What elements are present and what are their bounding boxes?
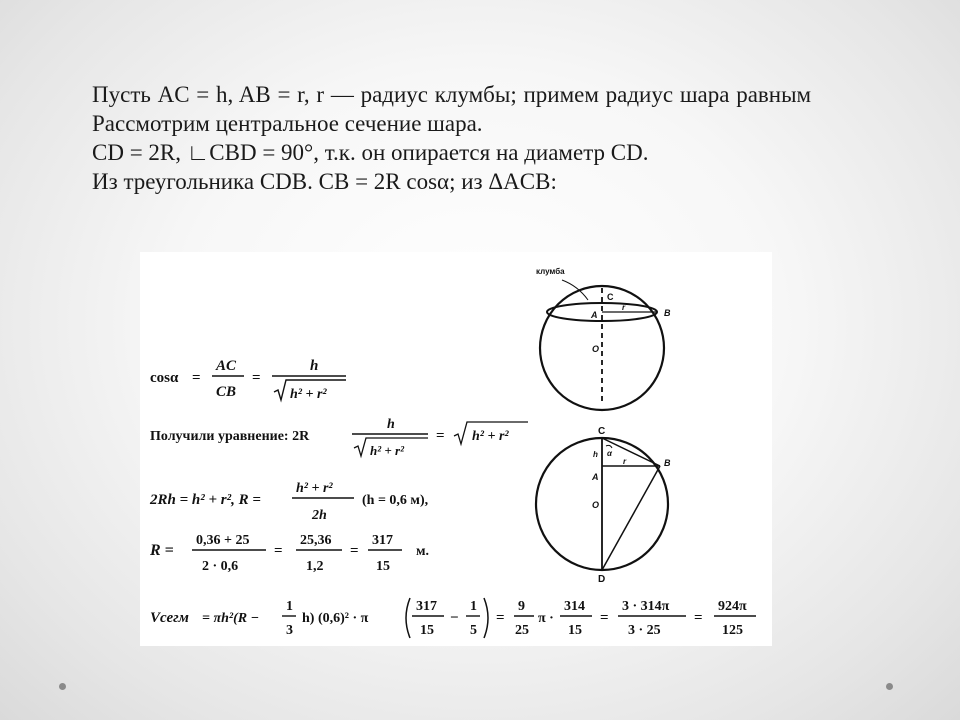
top-point-b: B: [664, 308, 671, 318]
sec-point-c: C: [598, 426, 606, 437]
r-f3-den: 15: [376, 559, 390, 574]
equals-6: =: [496, 610, 505, 626]
text-line-4: Из треугольника CDB. CB = 2R cosα; из ΔACB:: [92, 169, 557, 194]
sqrt-content-1: h² + r²: [290, 387, 327, 402]
frac-cb: CB: [216, 384, 237, 400]
nav-dot-right: [886, 683, 893, 690]
v-expr2: h) (0,6)² · π: [302, 611, 369, 626]
v-expr1: = πh²(R −: [202, 611, 260, 626]
equals-1: =: [192, 370, 201, 386]
sec-point-b: B: [664, 458, 671, 468]
eq2-cond: (h = 0,6 м),: [362, 493, 429, 508]
v-num3: 3 · 314π: [622, 599, 670, 614]
sec-point-o: O: [592, 500, 600, 510]
frac-h: h: [310, 358, 319, 374]
v-9: 9: [518, 599, 525, 614]
v-label: Vсегм: [150, 610, 189, 626]
r-f1-den: 2 · 0,6: [202, 559, 239, 574]
cos-label: cosα: [150, 370, 179, 386]
v-5: 5: [470, 623, 477, 638]
v-25a: 25: [515, 623, 529, 638]
sec-label-alpha: α: [607, 449, 612, 458]
got-equation: Получили уравнение: 2R: [150, 429, 310, 444]
nav-dot-left: [59, 683, 66, 690]
top-point-c: C: [607, 292, 614, 302]
r-label: R =: [150, 542, 174, 559]
eq2-num: h² + r²: [296, 481, 333, 496]
sec-label-h: h: [593, 450, 598, 459]
top-point-a: A: [591, 310, 598, 320]
chord-bd: [602, 466, 660, 570]
r-f3-num: 317: [372, 533, 393, 548]
minus-1: −: [450, 610, 459, 626]
r-f2-den: 1,2: [306, 559, 324, 574]
eq1-num-h: h: [387, 417, 395, 432]
solution-figure-svg: [140, 252, 772, 646]
r-f2-num: 25,36: [300, 533, 332, 548]
sec-point-d: D: [598, 574, 606, 585]
v-1: 1: [470, 599, 477, 614]
equals-4: =: [274, 543, 283, 559]
frac-ac: AC: [216, 358, 237, 374]
sphere-diagram: [536, 267, 671, 410]
v-317: 317: [416, 599, 437, 614]
v-pi: π ·: [538, 611, 554, 626]
r-f1-num: 0,36 + 25: [196, 533, 250, 548]
sqrt-content-2: h² + r²: [370, 443, 404, 458]
section-diagram: [536, 426, 671, 585]
solution-figure: [140, 252, 772, 646]
v-314: 314: [564, 599, 585, 614]
paren-right: [484, 598, 488, 638]
eq2-lhs: 2Rh = h² + r², R =: [150, 492, 261, 508]
equals-5: =: [350, 543, 359, 559]
sqrt-content-3: h² + r²: [472, 429, 509, 444]
equals-7: =: [600, 610, 609, 626]
v-one: 1: [286, 599, 293, 614]
klumba-label: клумба: [536, 267, 565, 276]
v-den3: 3 · 25: [628, 623, 661, 638]
paren-left: [406, 598, 410, 638]
top-label-r: r: [622, 303, 626, 312]
text-line-1: Пусть AC = h, AB = r, r — радиус клумбы; примем радиус шара равным: [92, 82, 812, 107]
eq2-den: 2h: [312, 508, 327, 523]
v-15b: 15: [568, 623, 582, 638]
text-line-3: CD = 2R, ∟CBD = 90°, т.к. он опирается на диаметр CD.: [92, 140, 649, 165]
equals-2: =: [252, 370, 261, 386]
v-den4: 125: [722, 623, 743, 638]
sec-label-r: r: [623, 457, 627, 466]
angle-alpha-arc: [606, 445, 612, 448]
equals-8: =: [694, 610, 703, 626]
r-unit: м.: [416, 544, 430, 559]
text-line-2: Рассмотрим центральное сечение шара.: [92, 111, 483, 136]
v-three: 3: [286, 623, 293, 638]
equals-3: =: [436, 428, 445, 444]
v-15a: 15: [420, 623, 434, 638]
sec-point-a: A: [592, 472, 599, 482]
top-point-o: O: [592, 344, 600, 354]
slide-text: [92, 80, 922, 196]
v-num4: 924π: [718, 599, 747, 614]
